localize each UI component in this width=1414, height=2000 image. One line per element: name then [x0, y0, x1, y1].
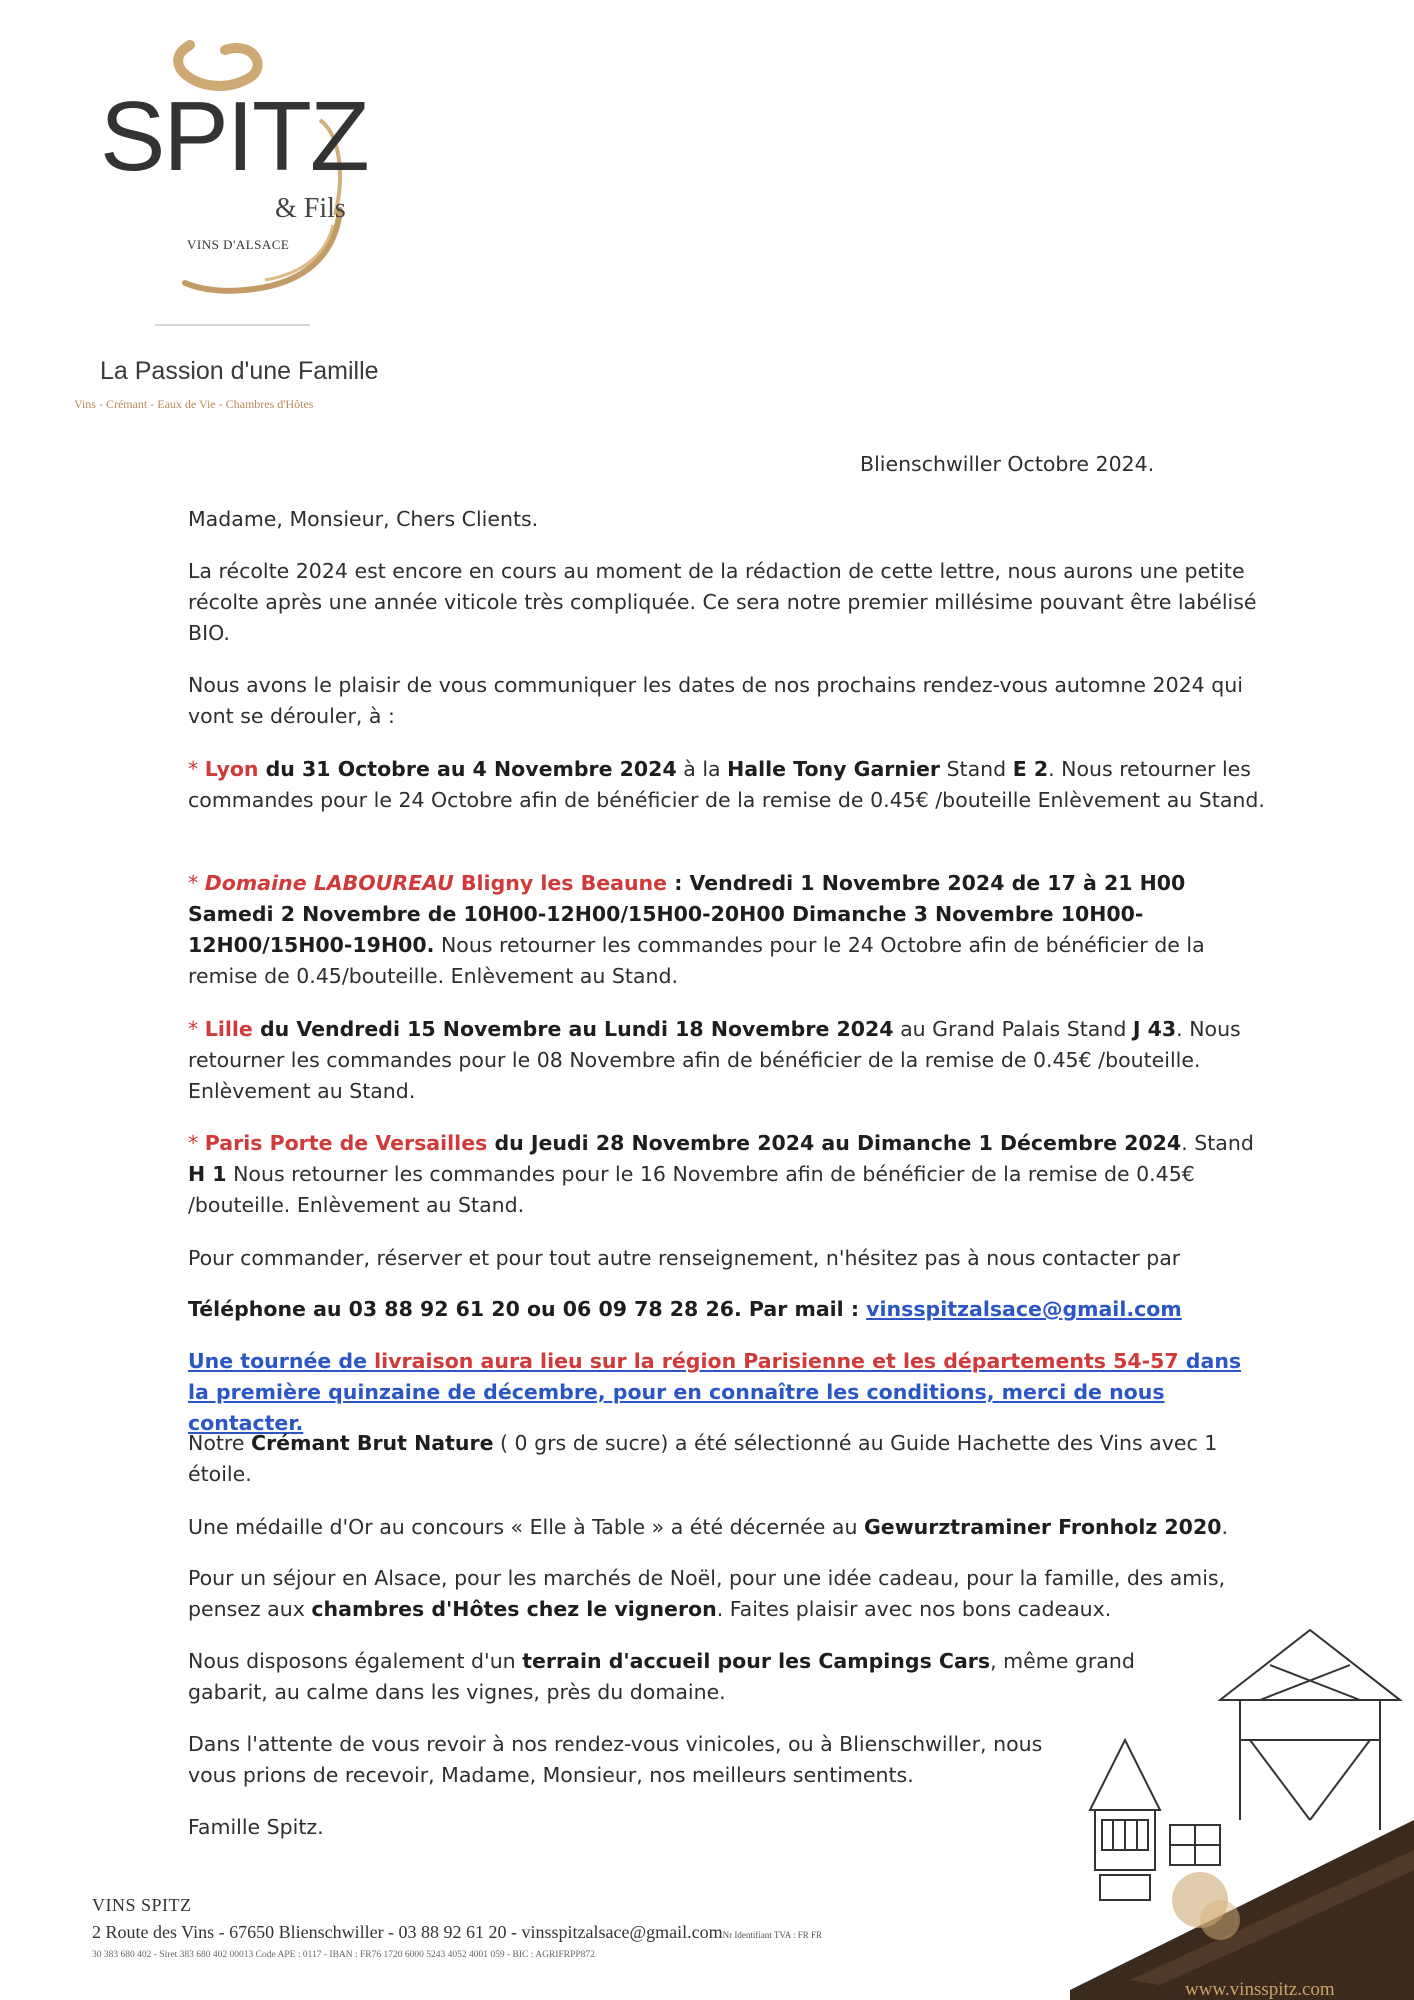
text: ( 0 grs de sucre) a été sélectionné au Guide Hachette des Vins avec 1 étoile.	[188, 1431, 1218, 1486]
delivery-region: livraison aura lieu sur la région Parisienne et les départements 54-57	[374, 1349, 1179, 1373]
event-details: . Nous retourner les commandes pour le 08 Novembre afin de bénéficier de la remise de 0.45€ /bouteille. Enlèvement au Stand.	[188, 1017, 1241, 1103]
event-dates: : Vendredi 1 Novembre 2024 de 17 à 21 H00 Samedi 2 Novembre de 10H00-12H00/15H00-20H00 Dimanche 3 Novembre 10H00-12H00/15H00-19H00.	[188, 871, 1186, 957]
event-stand: J 43	[1132, 1017, 1177, 1041]
event-beaune	[188, 868, 1268, 992]
event-city: Paris Porte de Versailles	[204, 1131, 488, 1155]
stay-paragraph	[188, 1563, 1268, 1625]
cremant-paragraph	[188, 1428, 1268, 1490]
event-text: Stand	[940, 757, 1013, 781]
event-dates: du Vendredi 15 Novembre au Lundi 18 Novembre 2024	[252, 1017, 894, 1041]
event-city: Lille	[204, 1017, 253, 1041]
house-illustration	[1070, 1620, 1414, 2000]
event-star: *	[188, 757, 205, 781]
website-link[interactable]: www.vinsspitz.com	[1185, 1979, 1335, 2000]
email-link[interactable]: vinsspitzalsace@gmail.com	[866, 1297, 1182, 1321]
closing-paragraph: Dans l'attente de vous revoir à nos rendez-vous vinicoles, ou à Blienschwiller, nous vous prions de recevoir, Madame, Monsieur, nos meilleurs sentiments.	[188, 1732, 1043, 1787]
guest-rooms: chambres d'Hôtes chez le vigneron	[311, 1597, 717, 1621]
event-details: Nous retourner les commandes pour le 16 Novembre afin de bénéficier de la remise de 0.45€ /bouteille. Enlèvement au Stand.	[188, 1162, 1195, 1217]
event-place: Bligny les Beaune	[453, 871, 668, 895]
text: Nous disposons également d'un	[188, 1649, 523, 1673]
intro-paragraph: La récolte 2024 est encore en cours au moment de la rédaction de cette lettre, nous aurons une petite récolte après une année viticole très compliquée. Ce sera notre premier millésime pouvant être labélisé BIO.	[188, 559, 1257, 645]
footer-legal: 30 383 680 402 - Siret 383 680 402 00013 Code APE : 0117 - IBAN : FR76 1720 6000 5243 4052 4001 059 - BIC : AGRIFRPP872	[92, 1950, 595, 1960]
footer-company-name: VINS SPITZ	[92, 1895, 192, 1915]
footer-address	[92, 1922, 822, 1943]
event-star: *	[188, 1017, 205, 1041]
sub-tagline: Vins - Crémant - Eaux de Vie - Chambres d'Hôtes	[74, 397, 314, 411]
event-text: . Stand	[1181, 1131, 1254, 1155]
event-domain: Domaine LABOUREAU	[204, 871, 454, 895]
event-star: *	[188, 1131, 205, 1155]
event-text: à la	[676, 757, 728, 781]
text: , même grand gabarit, au calme dans les vignes, près du domaine.	[188, 1649, 1135, 1704]
event-details: Nous retourner les commandes pour le 24 Octobre afin de bénéficier de la remise de 0.45/bouteille. Enlèvement au Stand.	[188, 933, 1205, 988]
event-city: Lyon	[204, 757, 259, 781]
delivery-text: dans la première quinzaine de décembre, pour en connaître les conditions, merci de nous contacter.	[188, 1349, 1242, 1435]
logo-fils: & Fils	[275, 193, 346, 224]
contact-intro: Pour commander, réserver et pour tout autre renseignement, n'hésitez pas à nous contacter par	[188, 1246, 1181, 1270]
event-dates: du Jeudi 28 Novembre 2024 au Dimanche 1 Décembre 2024	[487, 1131, 1182, 1155]
camping-area: terrain d'accueil pour les Campings Cars	[522, 1649, 991, 1673]
medal-paragraph	[188, 1512, 1268, 1543]
logo-vins-alsace: VINS D'ALSACE	[187, 237, 290, 252]
contact-line	[188, 1294, 1268, 1325]
event-lyon	[188, 754, 1268, 816]
event-stand: H 1	[188, 1162, 227, 1186]
cremant-name: Crémant Brut Nature	[251, 1431, 494, 1455]
delivery-notice	[188, 1346, 1268, 1439]
text: Une médaille d'Or au concours « Elle à Table » a été décernée au	[188, 1515, 864, 1539]
event-dates: du 31 Octobre au 4 Novembre 2024	[258, 757, 677, 781]
company-logo	[95, 25, 415, 345]
wine-name: Gewurztraminer Fronholz 2020	[863, 1515, 1222, 1539]
camping-paragraph	[188, 1646, 1148, 1708]
salutation: Madame, Monsieur, Chers Clients.	[188, 507, 539, 531]
footer-address-text: 2 Route des Vins - 67650 Blienschwiller - 03 88 92 61 20 - vinsspitzalsace@gmail.com	[92, 1922, 723, 1942]
event-paris	[188, 1128, 1268, 1221]
contact-phone: Téléphone au 03 88 92 61 20 ou 06 09 78 28 26. Par mail :	[188, 1297, 867, 1321]
event-text: au Grand Palais Stand	[893, 1017, 1133, 1041]
event-star: *	[188, 871, 205, 895]
signature: Famille Spitz.	[188, 1815, 324, 1839]
event-stand: E 2	[1012, 757, 1049, 781]
event-details: . Nous retourner les commandes pour le 24 Octobre afin de bénéficier de la remise de 0.45€ /bouteille Enlèvement au Stand.	[188, 757, 1265, 812]
event-venue: Halle Tony Garnier	[727, 757, 941, 781]
text: Notre	[188, 1431, 252, 1455]
footer-tva: Nr Identifiant TVA : FR FR	[722, 1930, 823, 1940]
events-intro: Nous avons le plaisir de vous communiquer les dates de nos prochains rendez-vous automne 2024 qui vont se dérouler, à :	[188, 673, 1243, 728]
event-lille	[188, 1014, 1268, 1107]
text: .	[1221, 1515, 1229, 1539]
tagline: La Passion d'une Famille	[100, 357, 379, 385]
delivery-text: Une tournée de	[188, 1349, 375, 1373]
text: Pour un séjour en Alsace, pour les marchés de Noël, pour une idée cadeau, pour la famille, des amis, pensez aux	[188, 1566, 1226, 1621]
text: . Faites plaisir avec nos bons cadeaux.	[716, 1597, 1112, 1621]
letter-date: Blienschwiller Octobre 2024.	[860, 452, 1155, 476]
logo-wordmark: SPITZ	[100, 81, 368, 191]
